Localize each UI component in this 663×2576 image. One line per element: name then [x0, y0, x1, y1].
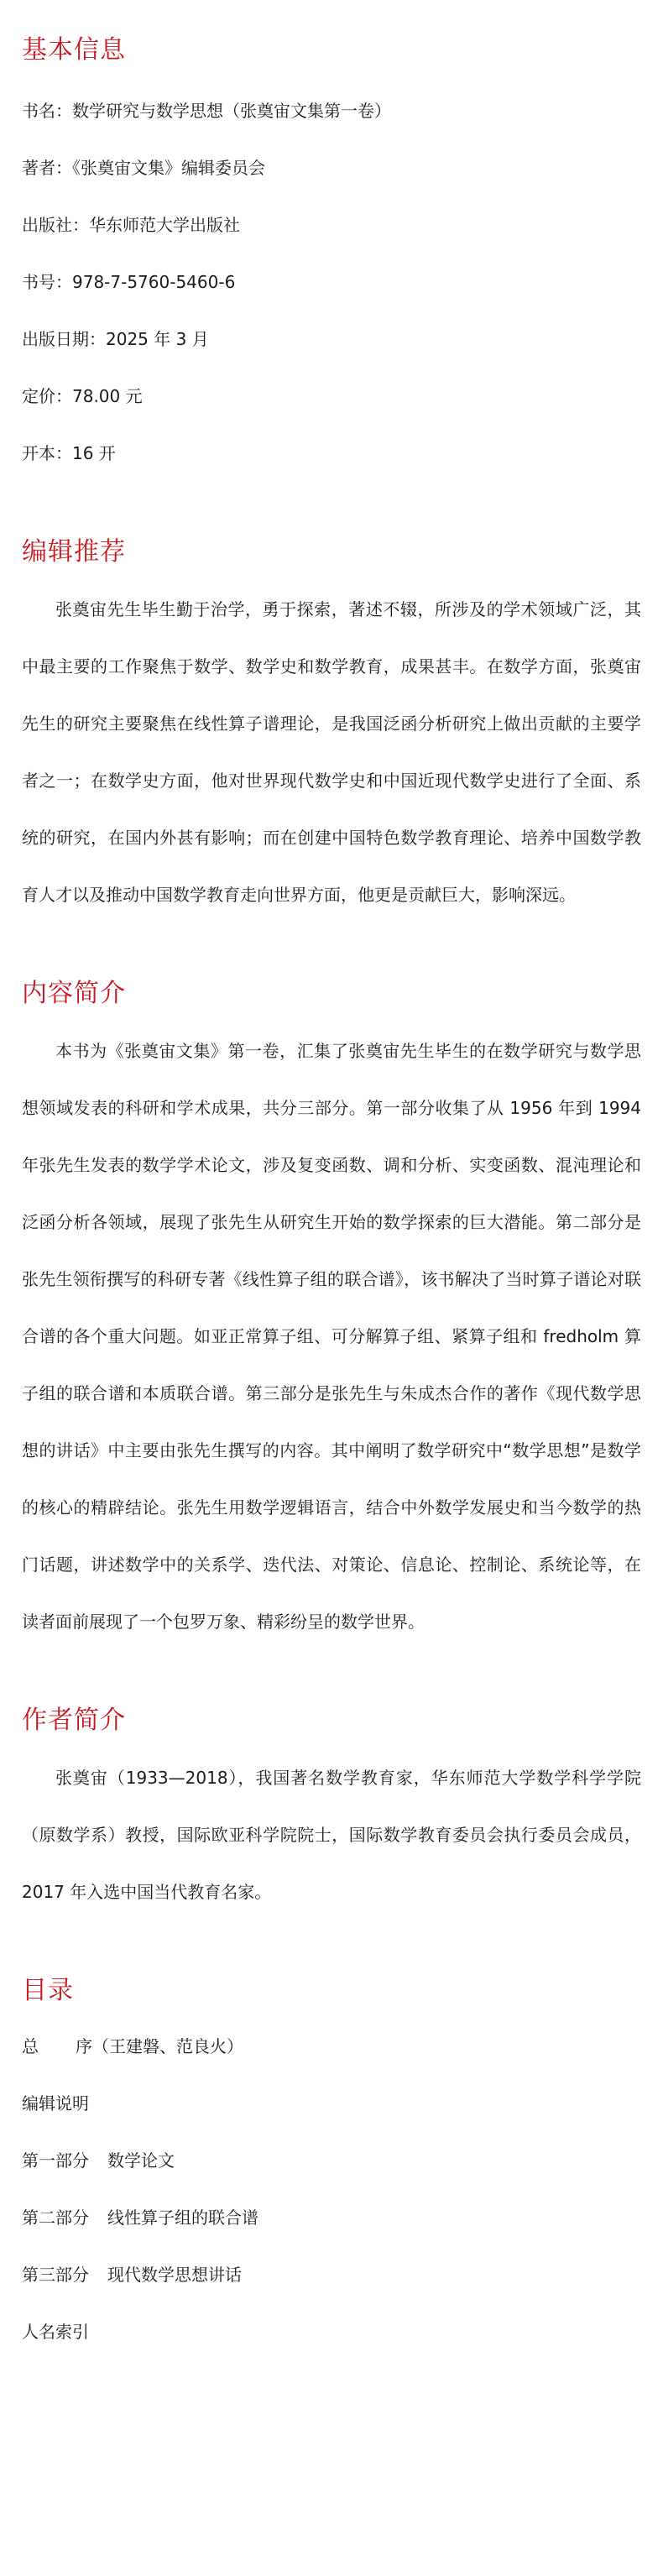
toc-item-part: 人名索引 [22, 2322, 89, 2342]
publisher-label: 出版社： [22, 215, 89, 235]
summary-heading: 内容简介 [22, 979, 126, 1008]
author-section [22, 1702, 641, 1920]
author-heading: 作者简介 [22, 1706, 126, 1735]
toc-item-title: 序（王建磐、范良火） [76, 2036, 243, 2056]
toc-item [22, 2189, 641, 2246]
publisher-value: 华东师范大学出版社 [89, 215, 240, 235]
book-title-value: 数学研究与数学思想（张奠宙文集第一卷） [72, 101, 391, 121]
author-text: 张奠宙（1933—2018），我国著名数学教育家，华东师范大学数学科学学院（原数学系）教授，国际欧亚科学院院士，国际数学教育委员会执行委员会成员，2017 年入选中国当代教育名家。 [22, 1768, 641, 1902]
isbn-line [22, 253, 641, 311]
toc-item [22, 2018, 641, 2075]
toc-item [22, 2075, 641, 2132]
section-divider-space [22, 482, 641, 534]
author-value: 《张奠宙文集》编辑委员会 [72, 158, 265, 178]
toc-heading: 目录 [22, 1976, 74, 2005]
toc-item-part: 第三部分 [22, 2265, 89, 2285]
toc-section [22, 1972, 641, 2360]
toc-item-part: 第一部分 [22, 2150, 89, 2171]
recommendation-heading: 编辑推荐 [22, 537, 126, 567]
price-line [22, 368, 641, 425]
isbn-value: 978-7-5760-5460-6 [72, 272, 236, 292]
toc-item-part: 编辑说明 [22, 2093, 89, 2114]
toc-item-part: 第二部分 [22, 2208, 89, 2228]
publish-date-line [22, 311, 641, 368]
toc-item [22, 2246, 641, 2303]
price-label: 定价： [22, 386, 72, 406]
format-line [22, 425, 641, 482]
recommendation-section [22, 534, 641, 923]
section-divider-space [22, 923, 641, 975]
toc-item [22, 2132, 641, 2189]
toc-item [22, 2303, 641, 2360]
format-value: 16 开 [72, 443, 116, 463]
publish-date-label: 出版日期： [22, 329, 106, 349]
publisher-line [22, 196, 641, 253]
summary-text: 本书为《张奠宙文集》第一卷，汇集了张奠宙先生毕生的在数学研究与数学思想领域发表的科研和学术成果，共分三部分。第一部分收集了从 1956 年到 1994 年张先生发表的数学学术论文，涉及复变函数、调和分析、实变函数、混沌理论和泛函分析各领域，展现了张先生从研究生开始的数学探索的巨大潜能。第二部分是张先生领衔撰写的科研专著《线性算子组的联合谱》，该书解决了当时算子谱论对联合谱的各个重大问题。如亚正常算子组、可分解算子组、紧算子组和 fredholm 算子组的联合谱和本质联合谱。第三部分是张先生与朱成杰合作的著作《现代数学思想的讲话》中主要由张先生撰写的内容。其中阐明了数学研究中“数学思想”是数学的核心的精辟结论。张先生用数学逻辑语言，结合中外数学发展史和当今数学的热门话题，讲述数学中的关系学、迭代法、对策论、信息论、控制论、系统论等，在读者面前展现了一个包罗万象、精彩纷呈的数学世界。 [22, 1041, 641, 1632]
section-divider-space [22, 1920, 641, 1972]
format-label: 开本： [22, 443, 72, 463]
book-title-line [22, 82, 641, 139]
price-value: 78.00 元 [72, 386, 143, 406]
book-title-label: 书名： [22, 101, 72, 121]
toc-item-title: 现代数学思想讲话 [107, 2265, 242, 2285]
isbn-label: 书号： [22, 272, 72, 292]
basic-info-section [22, 0, 641, 482]
recommendation-text: 张奠宙先生毕生勤于治学，勇于探索，著述不辍，所涉及的学术领域广泛，其中最主要的工作聚焦于数学、数学史和数学教育，成果甚丰。在数学方面，张奠宙先生的研究主要聚焦在线性算子谱理论，是我国泛函分析研究上做出贡献的主要学者之一；在数学史方面，他对世界现代数学史和中国近现代数学史进行了全面、系统的研究，在国内外甚有影响；而在创建中国特色数学教育理论、培养中国数学教育人才以及推动中国数学教育走向世界方面，他更是贡献巨大，影响深远。 [22, 599, 641, 905]
publish-date-value: 2025 年 3 月 [106, 329, 209, 349]
summary-section [22, 975, 641, 1650]
toc-item-title: 线性算子组的联合谱 [107, 2208, 258, 2228]
toc-item-title: 数学论文 [107, 2150, 175, 2171]
author-label: 著者： [22, 158, 72, 178]
basic-info-heading: 基本信息 [22, 35, 126, 65]
author-line [22, 139, 641, 196]
section-divider-space [22, 1650, 641, 1702]
toc-item-part: 总 [22, 2036, 39, 2056]
